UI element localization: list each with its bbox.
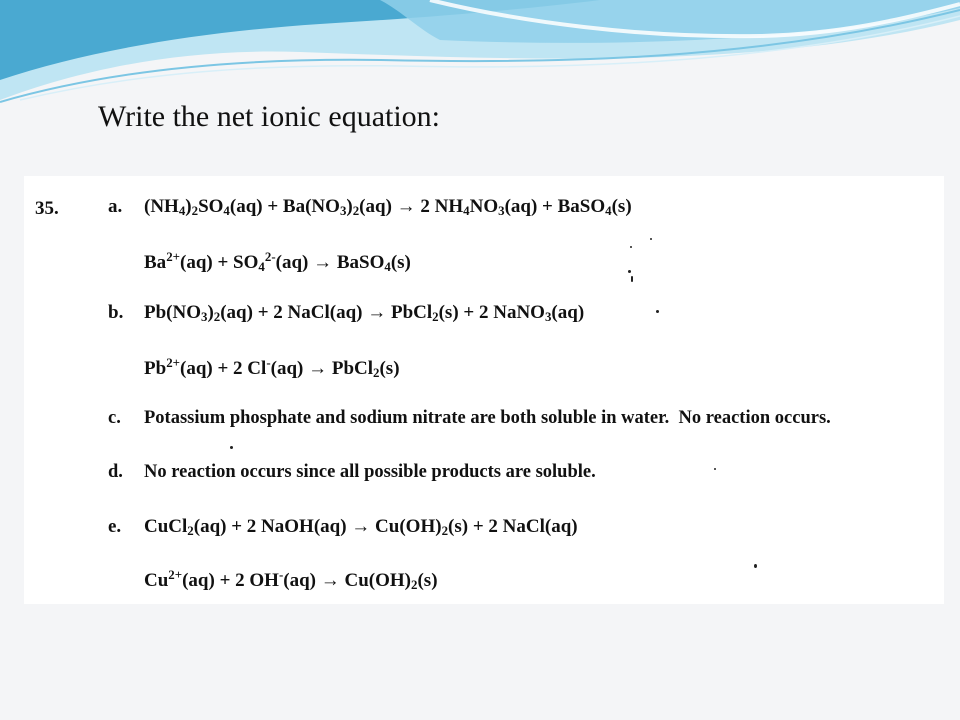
equation-line-a-molecular (108, 196, 632, 218)
slide-title: Write the net ionic equation: (98, 100, 441, 133)
part-letter: a. (108, 196, 123, 217)
scan-speck (630, 246, 632, 248)
equation-text: $Ba^{2+}(aq) + SO_4^{2-}(aq)$ → BaSO$_4$(s) (144, 248, 411, 275)
equation-text: $Cu^{2+}(aq) + 2$ $OH^-(aq) \to Cu(OH)_2(s)$ (144, 566, 438, 593)
equation-line-a-net-ionic (108, 248, 411, 275)
scan-speck (650, 238, 652, 240)
equation-text: $Pb(NO_3)_2(aq) + 2$ NaCl(aq) → PbCl$_2$(s) + 2 NaNO$_3$(aq) (144, 302, 585, 325)
part-letter: b. (108, 302, 124, 323)
equation-line-e-molecular (108, 516, 578, 538)
equation-line-e-net-ionic (108, 566, 438, 593)
equation-text: No reaction occurs since all possible products are soluble. (144, 462, 596, 482)
part-letter: e. (108, 516, 122, 537)
equation-line-b-net-ionic (108, 354, 400, 381)
part-letter: d. (108, 462, 123, 482)
scan-speck (628, 270, 631, 273)
equation-line-d-note (108, 462, 596, 483)
scan-speck (656, 310, 659, 313)
equation-line-b-molecular (108, 302, 584, 324)
equation-text: $(NH_4)_2SO_4(aq) + Ba(NO_3)_2(aq) \to 2$ $NH_4NO_3(aq)$ + BaSO$_4$(s) (144, 196, 632, 219)
part-letter: c. (108, 408, 121, 428)
equation-line-c-note (108, 408, 831, 429)
scan-speck (230, 446, 233, 449)
equation-text: $Pb^{2+}(aq) + 2$ Cl-(aq) → PbCl$_2$(s) (144, 354, 400, 381)
equation-text: Potassium phosphate and sodium nitrate are both soluble in water. No reaction occurs. (144, 408, 831, 428)
scanned-answer-key (24, 176, 944, 604)
scan-speck (631, 276, 633, 282)
header-wave-decoration (0, 0, 960, 110)
scan-speck (754, 564, 757, 568)
scan-speck (714, 468, 716, 470)
equation-text: CuCl$_2$(aq) + 2 NaOH(aq) → $Cu(OH)_2(s) + 2$ NaCl(aq) (144, 516, 578, 539)
problem-number: 35. (35, 198, 59, 219)
